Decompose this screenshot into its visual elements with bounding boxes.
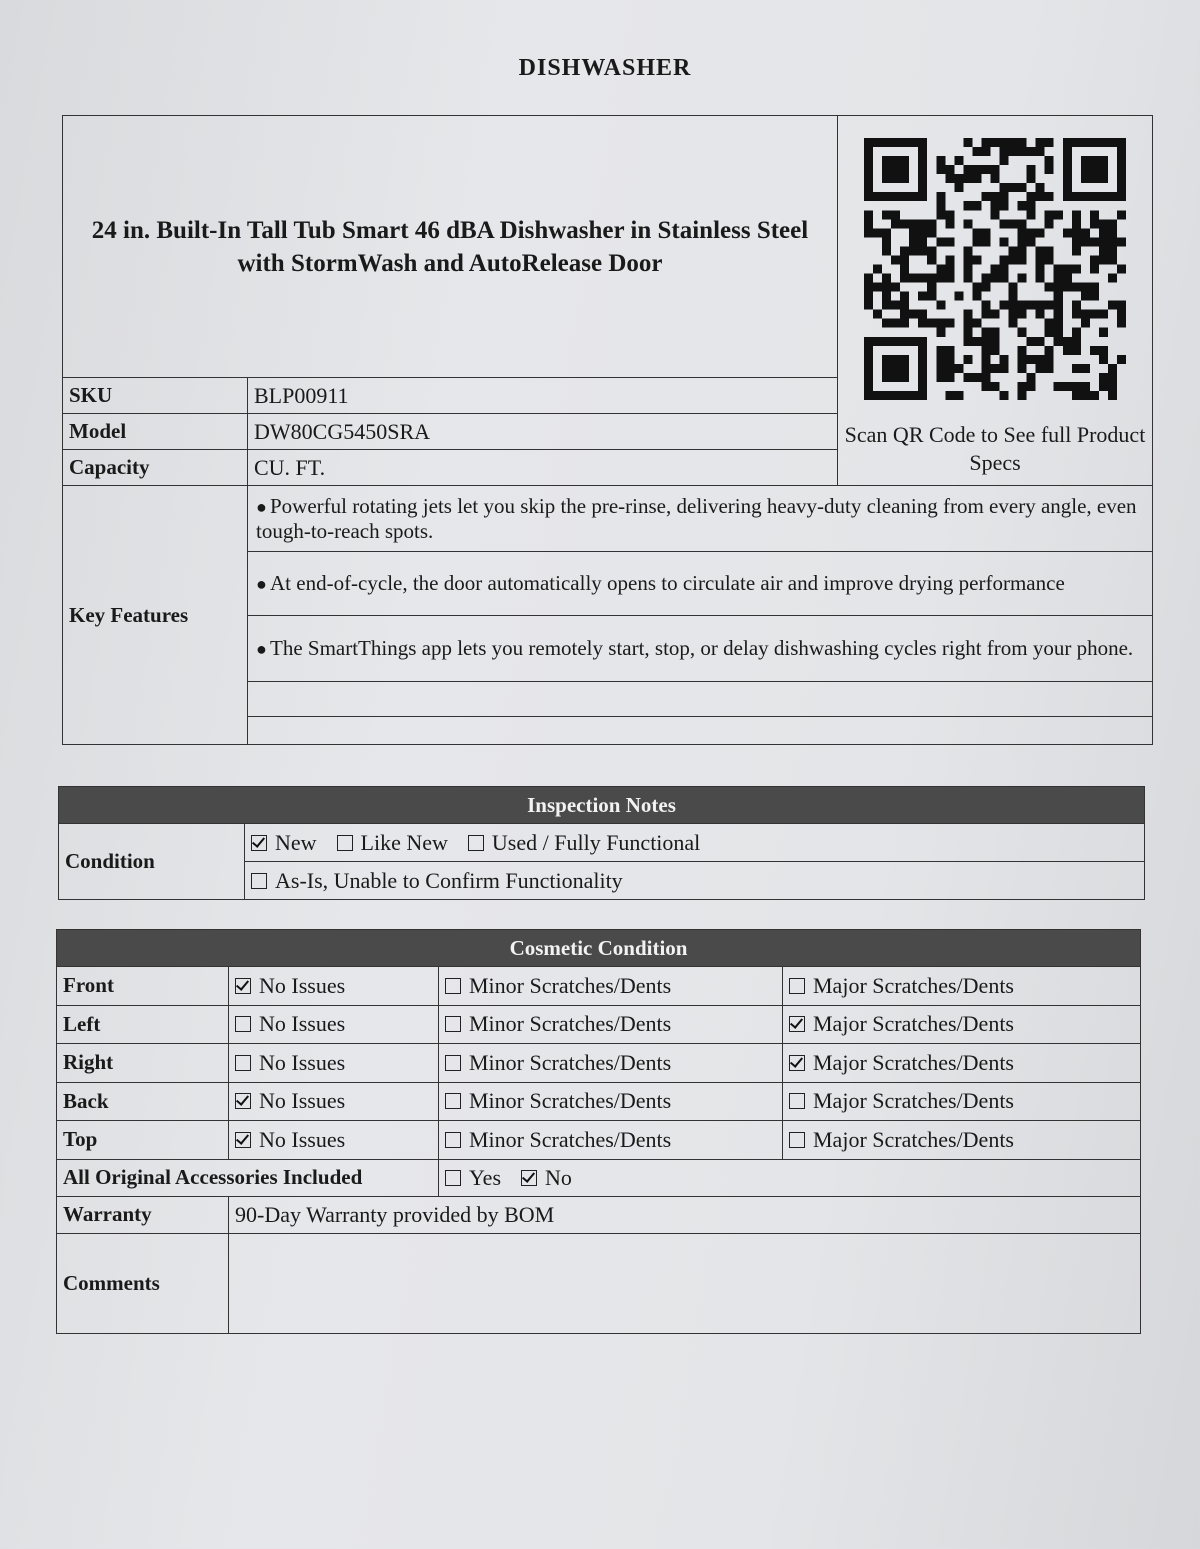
product-title: 24 in. Built-In Tall Tub Smart 46 dBA Dishwasher in Stainless Steel with StormWash and AutoRelease Door [63,116,838,378]
cosmetic-row [57,1082,1141,1121]
cosmetic-header: Cosmetic Condition [57,930,1141,967]
cosmetic-option[interactable]: No Issues [229,1005,439,1044]
warranty-value: 90-Day Warranty provided by BOM [229,1196,1141,1233]
cosmetic-option[interactable]: Major Scratches/Dents [783,1082,1141,1121]
cosmetic-option[interactable]: Major Scratches/Dents [783,1121,1141,1160]
cosmetic-option[interactable]: Minor Scratches/Dents [439,1044,783,1083]
cosmetic-table [56,929,1141,1334]
condition-options [245,862,1145,900]
condition-label: Condition [59,824,245,900]
checkbox-icon[interactable] [235,1016,251,1032]
cosmetic-option[interactable]: Major Scratches/Dents [783,1005,1141,1044]
capacity-label: Capacity [63,450,248,486]
qr-caption: Scan QR Code to See full Product Specs [844,422,1146,475]
accessories-yes[interactable]: Yes [445,1165,501,1190]
key-features-label: Key Features [63,486,248,745]
comments-field[interactable] [229,1233,1141,1333]
checkbox-icon[interactable] [445,1170,461,1186]
accessories-label: All Original Accessories Included [57,1159,439,1196]
condition-option-used[interactable]: Used / Fully Functional [468,830,700,855]
accessories-options [439,1159,1141,1196]
cosmetic-row [57,967,1141,1006]
warranty-label: Warranty [57,1196,229,1233]
checkbox-icon[interactable] [445,1093,461,1109]
inspection-table [58,786,1145,900]
capacity-value: CU. FT. [248,450,838,486]
cosmetic-option[interactable]: Major Scratches/Dents [783,967,1141,1006]
feature-item-empty [248,717,1153,745]
checkbox-icon[interactable] [445,1132,461,1148]
checkbox-icon[interactable] [445,1055,461,1071]
sku-label: SKU [63,378,248,414]
cosmetic-row-label: Front [57,967,229,1006]
cosmetic-option[interactable]: Minor Scratches/Dents [439,1121,783,1160]
condition-options [245,824,1145,862]
accessories-no[interactable]: No [521,1165,572,1190]
document-title: DISHWASHER [518,55,692,81]
inspection-header: Inspection Notes [59,787,1145,824]
checkbox-icon[interactable] [235,1055,251,1071]
checkbox-icon[interactable] [235,1132,251,1148]
product-info-table [62,115,1153,745]
checkbox-icon[interactable] [521,1170,537,1186]
condition-option-like-new[interactable]: Like New [337,830,448,855]
cosmetic-row [57,1005,1141,1044]
checkbox-icon[interactable] [251,873,267,889]
cosmetic-option[interactable]: No Issues [229,1121,439,1160]
checkbox-icon[interactable] [789,1055,805,1071]
checkbox-icon[interactable] [251,835,267,851]
qr-panel [838,116,1153,486]
cosmetic-option[interactable]: No Issues [229,1044,439,1083]
cosmetic-row [57,1044,1141,1083]
checkbox-icon[interactable] [445,978,461,994]
cosmetic-row-label: Back [57,1082,229,1121]
feature-item: ● At end-of-cycle, the door automatically opens to circulate air and improve drying performance [248,552,1153,616]
condition-option-as-is[interactable]: As-Is, Unable to Confirm Functionality [251,868,623,893]
sku-value: BLP00911 [248,378,838,414]
bullet-icon: ● [256,639,267,659]
cosmetic-row-label: Left [57,1005,229,1044]
model-value: DW80CG5450SRA [248,414,838,450]
cosmetic-row-label: Right [57,1044,229,1083]
cosmetic-option[interactable]: Major Scratches/Dents [783,1044,1141,1083]
checkbox-icon[interactable] [468,835,484,851]
checkbox-icon[interactable] [789,978,805,994]
condition-option-new[interactable]: New [251,830,317,855]
model-label: Model [63,414,248,450]
checkbox-icon[interactable] [235,978,251,994]
checkbox-icon[interactable] [789,1093,805,1109]
feature-item: ● The SmartThings app lets you remotely start, stop, or delay dishwashing cycles right from your phone. [248,616,1153,682]
comments-label: Comments [57,1233,229,1333]
feature-item-empty [248,682,1153,717]
bullet-icon: ● [256,574,267,594]
checkbox-icon[interactable] [445,1016,461,1032]
checkbox-icon[interactable] [235,1093,251,1109]
qr-code[interactable] [864,138,1126,400]
cosmetic-row [57,1121,1141,1160]
checkbox-icon[interactable] [789,1132,805,1148]
feature-item: ● Powerful rotating jets let you skip the pre-rinse, delivering heavy-duty cleaning from every angle, even tough-to-reach spots. [248,486,1153,552]
cosmetic-option[interactable]: Minor Scratches/Dents [439,967,783,1006]
cosmetic-row-label: Top [57,1121,229,1160]
cosmetic-option[interactable]: Minor Scratches/Dents [439,1082,783,1121]
cosmetic-option[interactable]: No Issues [229,967,439,1006]
bullet-icon: ● [256,497,267,517]
checkbox-icon[interactable] [789,1016,805,1032]
checkbox-icon[interactable] [337,835,353,851]
cosmetic-option[interactable]: Minor Scratches/Dents [439,1005,783,1044]
cosmetic-option[interactable]: No Issues [229,1082,439,1121]
